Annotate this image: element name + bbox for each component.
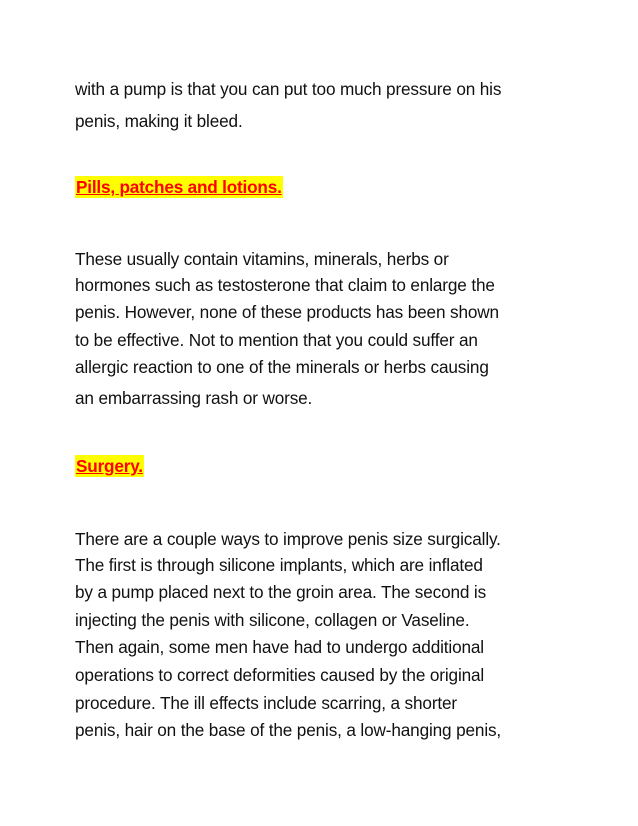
paragraph-2-line-1: These usually contain vitamins, minerals, herbs or <box>75 249 449 269</box>
paragraph-3-line-7: procedure. The ill effects include scarring, a shorter <box>75 693 458 713</box>
paragraph-3-line-4: injecting the penis with silicone, collagen or Vaseline. <box>75 610 470 630</box>
paragraph-3-line-5: Then again, some men have had to undergo additional <box>75 637 484 657</box>
section-heading-pills: Pills, patches and lotions. <box>76 177 282 197</box>
paragraph-2-line-3: penis. However, none of these products has been shown <box>75 302 499 322</box>
paragraph-3-line-2: The first is through silicone implants, which are inflated <box>75 555 483 575</box>
paragraph-2-line-4: to be effective. Not to mention that you could suffer an <box>75 330 478 350</box>
paragraph-2-line-6: an embarrassing rash or worse. <box>75 388 313 408</box>
paragraph-1-line-1: with a pump is that you can put too much pressure on his <box>75 79 502 99</box>
paragraph-3-line-1: There are a couple ways to improve penis size surgically. <box>75 529 501 549</box>
paragraph-2-line-2: hormones such as testosterone that claim to enlarge the <box>75 275 495 295</box>
paragraph-3-line-6: operations to correct deformities caused by the original <box>75 665 485 685</box>
section-heading-surgery: Surgery. <box>76 456 143 476</box>
paragraph-3-line-3: by a pump placed next to the groin area. The second is <box>75 582 487 602</box>
paragraph-2-line-5: allergic reaction to one of the minerals or herbs causing <box>75 357 489 377</box>
paragraph-3-line-8: penis, hair on the base of the penis, a low-hanging penis, <box>75 720 502 740</box>
paragraph-1-line-2: penis, making it bleed. <box>75 111 243 131</box>
